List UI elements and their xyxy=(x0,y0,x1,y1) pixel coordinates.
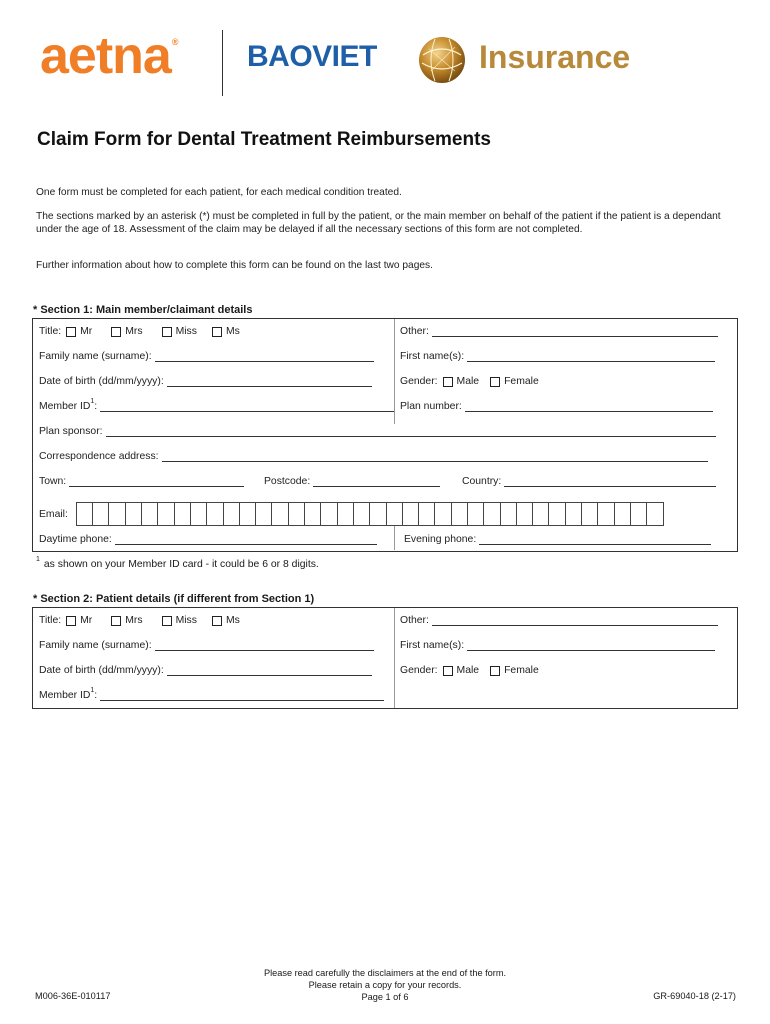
s1-member-id-field[interactable] xyxy=(100,401,394,412)
s1-country-field[interactable] xyxy=(504,476,716,487)
s2-title-ms-checkbox[interactable] xyxy=(212,616,222,626)
intro-paragraph-1: One form must be completed for each patient, for each medical condition treated. xyxy=(36,187,402,198)
s1-dob-label: Date of birth (dd/mm/yyyy): xyxy=(39,376,164,387)
s2-family-name-field[interactable] xyxy=(155,640,374,651)
globe-icon xyxy=(417,35,467,85)
s1-other-field[interactable] xyxy=(432,326,718,337)
email-char-cell[interactable] xyxy=(402,502,419,526)
s2-other-label: Other: xyxy=(400,615,429,626)
s1-first-names-row xyxy=(400,351,715,362)
s1-address-row xyxy=(39,451,708,462)
s2-member-id-row xyxy=(39,687,384,701)
email-char-cell[interactable] xyxy=(565,502,582,526)
s1-country-row xyxy=(462,476,716,487)
s1-plan-sponsor-label: Plan sponsor: xyxy=(39,426,103,437)
s2-dob-row xyxy=(39,665,372,676)
s1-title-ms-checkbox[interactable] xyxy=(212,327,222,337)
s1-plan-number-field[interactable] xyxy=(465,401,713,412)
s1-title-mr-label: Mr xyxy=(80,326,93,337)
logo-divider xyxy=(222,30,223,96)
s2-first-names-field[interactable] xyxy=(467,640,715,651)
email-char-cell[interactable] xyxy=(206,502,223,526)
email-char-cell[interactable] xyxy=(76,502,93,526)
s2-title-miss-label: Miss xyxy=(175,615,197,626)
s1-plan-number-row xyxy=(400,401,713,412)
s2-title-row xyxy=(39,615,246,626)
s2-title-label: Title: xyxy=(39,615,62,626)
section1-phone-divider xyxy=(394,526,395,550)
s1-first-names-label: First name(s): xyxy=(400,351,465,362)
s2-dob-field[interactable] xyxy=(167,665,372,676)
email-char-cell[interactable] xyxy=(288,502,305,526)
email-char-cell[interactable] xyxy=(223,502,240,526)
s2-title-ms-label: Ms xyxy=(225,615,240,626)
email-char-cell[interactable] xyxy=(630,502,647,526)
email-char-cell[interactable] xyxy=(614,502,631,526)
s1-title-miss-checkbox[interactable] xyxy=(162,327,172,337)
email-char-cell[interactable] xyxy=(434,502,451,526)
intro-paragraph-2: The sections marked by an asterisk (*) must be completed in full by the patient, or the main member on behalf of the patient if the patient is a dependant under the age of 18. Assessment of the claim may be delayed if all the necessary sections of this form are not completed. xyxy=(36,211,721,235)
s1-title-mr-checkbox[interactable] xyxy=(66,327,76,337)
s1-town-field[interactable] xyxy=(69,476,244,487)
s1-postcode-field[interactable] xyxy=(313,476,440,487)
s1-evening-phone-label: Evening phone: xyxy=(404,534,477,545)
s2-gender-male-checkbox[interactable] xyxy=(443,666,453,676)
form-code-right: GR-69040-18 (2-17) xyxy=(653,991,736,1001)
s1-family-name-row xyxy=(39,351,374,362)
s1-other-label: Other: xyxy=(400,326,429,337)
s2-title-mrs-checkbox[interactable] xyxy=(111,616,121,626)
email-char-cell[interactable] xyxy=(174,502,191,526)
s1-town-row xyxy=(39,476,244,487)
email-char-cell[interactable] xyxy=(190,502,207,526)
email-char-cell[interactable] xyxy=(369,502,386,526)
s2-title-miss-checkbox[interactable] xyxy=(162,616,172,626)
s1-daytime-phone-row xyxy=(39,534,377,545)
s2-member-id-label: Member $ID^1$: xyxy=(39,687,98,701)
s2-first-names-row xyxy=(400,640,715,651)
email-char-cell[interactable] xyxy=(141,502,158,526)
email-char-cell[interactable] xyxy=(418,502,435,526)
s1-address-field[interactable] xyxy=(162,451,708,462)
email-char-cell[interactable] xyxy=(92,502,109,526)
s2-gender-label: Gender: xyxy=(400,665,438,676)
s2-gender-row xyxy=(400,665,545,676)
email-char-cell[interactable] xyxy=(516,502,533,526)
s2-gender-female-checkbox[interactable] xyxy=(490,666,500,676)
email-char-cell[interactable] xyxy=(532,502,549,526)
s2-first-names-label: First name(s): xyxy=(400,640,465,651)
s1-dob-field[interactable] xyxy=(167,376,372,387)
s1-member-id-footnote-marker: 1 xyxy=(90,398,95,405)
s1-title-mrs-label: Mrs xyxy=(125,326,143,337)
intro-paragraph-3: Further information about how to complete this form can be found on the last two pages. xyxy=(36,260,433,271)
s1-title-ms-label: Ms xyxy=(225,326,240,337)
baoviet-logo: BAOVIET xyxy=(247,40,377,73)
s2-other-row xyxy=(400,615,718,626)
email-char-cell[interactable] xyxy=(597,502,614,526)
s1-plan-sponsor-field[interactable] xyxy=(106,426,716,437)
email-char-cell[interactable] xyxy=(451,502,468,526)
s2-title-mrs-label: Mrs xyxy=(125,615,143,626)
registered-mark: ® xyxy=(171,37,178,47)
section2-heading: * Section 2: Patient details (if different from Section 1) xyxy=(33,593,315,605)
s2-dob-label: Date of birth (dd/mm/yyyy): xyxy=(39,665,164,676)
s1-gender-male-label: Male xyxy=(456,376,480,387)
email-char-cell[interactable] xyxy=(581,502,598,526)
s1-member-id-row xyxy=(39,398,394,412)
s2-title-mr-checkbox[interactable] xyxy=(66,616,76,626)
s1-gender-male-checkbox[interactable] xyxy=(443,377,453,387)
s2-other-field[interactable] xyxy=(432,615,718,626)
insurance-logo: Insurance xyxy=(479,39,631,75)
email-char-cell[interactable] xyxy=(646,502,663,526)
page-number: Page 1 of 6 xyxy=(361,992,409,1002)
email-char-cell[interactable] xyxy=(500,502,517,526)
s2-title-mr-label: Mr xyxy=(80,615,93,626)
email-char-cell[interactable] xyxy=(271,502,288,526)
s1-town-label: Town: xyxy=(39,476,67,487)
s1-member-id-label: Member $ID^1$: xyxy=(39,398,98,412)
s1-evening-phone-field[interactable] xyxy=(479,534,711,545)
s1-gender-female-label: Female xyxy=(504,376,539,387)
email-char-cell[interactable] xyxy=(386,502,403,526)
footnote xyxy=(36,556,319,570)
section1-heading: * Section 1: Main member/claimant details xyxy=(33,304,253,316)
email-char-cell[interactable] xyxy=(337,502,354,526)
email-char-cell[interactable] xyxy=(353,502,370,526)
footer-retain-line: Please retain a copy for your records. xyxy=(308,980,462,990)
s1-postcode-label: Postcode: xyxy=(264,476,311,487)
s2-family-name-label: Family name (surname): xyxy=(39,640,152,651)
email-char-cell[interactable] xyxy=(239,502,256,526)
email-char-cell[interactable] xyxy=(467,502,484,526)
s2-member-id-footnote-marker: 1 xyxy=(90,687,95,694)
s1-gender-row xyxy=(400,376,545,387)
s2-gender-female-label: Female xyxy=(504,665,539,676)
s1-address-label: Correspondence address: xyxy=(39,451,159,462)
s1-other-row xyxy=(400,326,718,337)
s1-email-label: Email: xyxy=(39,508,68,520)
email-char-cell[interactable] xyxy=(483,502,500,526)
s1-first-names-field[interactable] xyxy=(467,351,715,362)
aetna-logo-text: aetna xyxy=(40,27,171,85)
email-char-cell[interactable] xyxy=(125,502,142,526)
s1-daytime-phone-label: Daytime phone: xyxy=(39,534,112,545)
s1-family-name-label: Family name (surname): xyxy=(39,351,152,362)
s1-gender-female-checkbox[interactable] xyxy=(490,377,500,387)
s1-email-field[interactable] xyxy=(77,502,664,526)
s2-member-id-field[interactable] xyxy=(100,690,384,701)
email-char-cell[interactable] xyxy=(255,502,272,526)
page-title: Claim Form for Dental Treatment Reimbursements xyxy=(37,129,491,150)
aetna-logo xyxy=(40,27,178,85)
s1-plan-number-label: Plan number: xyxy=(400,401,462,412)
s1-evening-phone-row xyxy=(404,534,711,545)
s1-daytime-phone-field[interactable] xyxy=(115,534,377,545)
form-code-left: M006-36E-010117 xyxy=(35,991,111,1001)
s2-gender-male-label: Male xyxy=(456,665,480,676)
email-char-cell[interactable] xyxy=(320,502,337,526)
s1-title-row xyxy=(39,326,246,337)
s1-gender-label: Gender: xyxy=(400,376,438,387)
footnote-text: as shown on your Member ID card - it could be 6 or 8 digits. xyxy=(43,559,319,570)
s2-family-name-row xyxy=(39,640,374,651)
email-char-cell[interactable] xyxy=(108,502,125,526)
s1-country-label: Country: xyxy=(462,476,502,487)
footer-disclaimer-line: Please read carefully the disclaimers at the end of the form. xyxy=(263,968,507,978)
section2-column-divider xyxy=(394,608,395,708)
s1-title-mrs-checkbox[interactable] xyxy=(111,327,121,337)
s1-plan-sponsor-row xyxy=(39,426,716,437)
s1-title-label: Title: xyxy=(39,326,62,337)
footnote-marker: 1 xyxy=(36,556,40,563)
s1-family-name-field[interactable] xyxy=(155,351,374,362)
footer-notes xyxy=(200,967,570,1003)
s1-postcode-row xyxy=(264,476,440,487)
s1-dob-row xyxy=(39,376,372,387)
s1-email-row xyxy=(39,502,664,526)
email-char-cell[interactable] xyxy=(304,502,321,526)
email-char-cell[interactable] xyxy=(548,502,565,526)
s1-title-miss-label: Miss xyxy=(175,326,197,337)
email-char-cell[interactable] xyxy=(157,502,174,526)
